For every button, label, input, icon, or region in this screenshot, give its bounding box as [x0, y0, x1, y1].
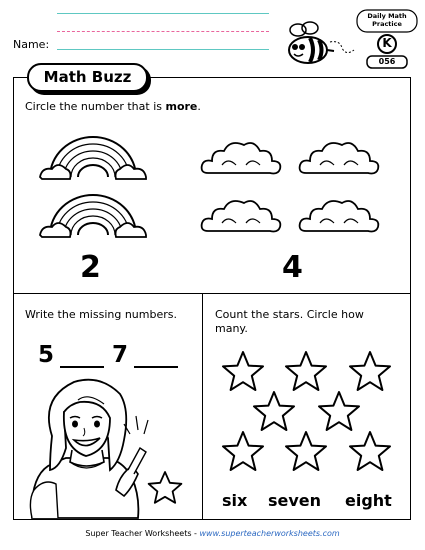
name-line-base[interactable]: [57, 49, 269, 50]
prompt-emphasis: more: [165, 100, 198, 113]
page-title: Math Buzz: [27, 63, 148, 92]
sequence-first-number: 5: [38, 342, 55, 368]
missing-number-blank-2[interactable]: [134, 366, 178, 368]
name-line-top: [57, 13, 269, 14]
star-icon: [347, 430, 393, 474]
footer: [0, 529, 425, 538]
rainbow-icon: [40, 183, 146, 245]
bee-icon: [280, 20, 350, 70]
cloud-icon: [200, 135, 282, 180]
prompt-period: .: [197, 100, 201, 113]
star-icon: [347, 350, 393, 394]
name-line-mid: [57, 31, 269, 32]
answer-option-six[interactable]: six: [222, 491, 248, 510]
star-icon: [283, 350, 329, 394]
star-icon: [147, 470, 183, 506]
count-stars-prompt-line2: many.: [215, 322, 248, 335]
badge-title: Daily Math: [367, 12, 407, 20]
answer-number-right[interactable]: 4: [282, 250, 303, 285]
badge-subtitle: Practice: [372, 20, 402, 28]
star-icon: [316, 390, 362, 434]
prompt-text: Circle the number that is: [25, 100, 166, 113]
star-icon: [220, 350, 266, 394]
star-icon: [283, 430, 329, 474]
cloud-icon: [298, 193, 380, 238]
rainbow-icon: [40, 125, 146, 187]
answer-option-eight[interactable]: eight: [345, 491, 392, 510]
sequence-second-number: 7: [112, 342, 129, 368]
missing-numbers-prompt: Write the missing numbers.: [25, 308, 177, 321]
answer-number-left[interactable]: 2: [80, 250, 101, 285]
star-icon: [251, 390, 297, 434]
grade-letter: K: [382, 36, 392, 50]
footer-link[interactable]: www.superteacherworksheets.com: [199, 529, 340, 538]
count-stars-prompt-line1: Count the stars. Circle how: [215, 308, 364, 321]
name-label: Name:: [13, 38, 50, 51]
cloud-icon: [298, 135, 380, 180]
footer-text: Super Teacher Worksheets -: [85, 529, 200, 538]
missing-number-blank-1[interactable]: [60, 366, 104, 368]
more-question-prompt: [25, 100, 201, 114]
star-icon: [220, 430, 266, 474]
worksheet-number: 056: [378, 57, 396, 66]
cloud-icon: [200, 193, 282, 238]
answer-option-seven[interactable]: seven: [268, 491, 322, 510]
